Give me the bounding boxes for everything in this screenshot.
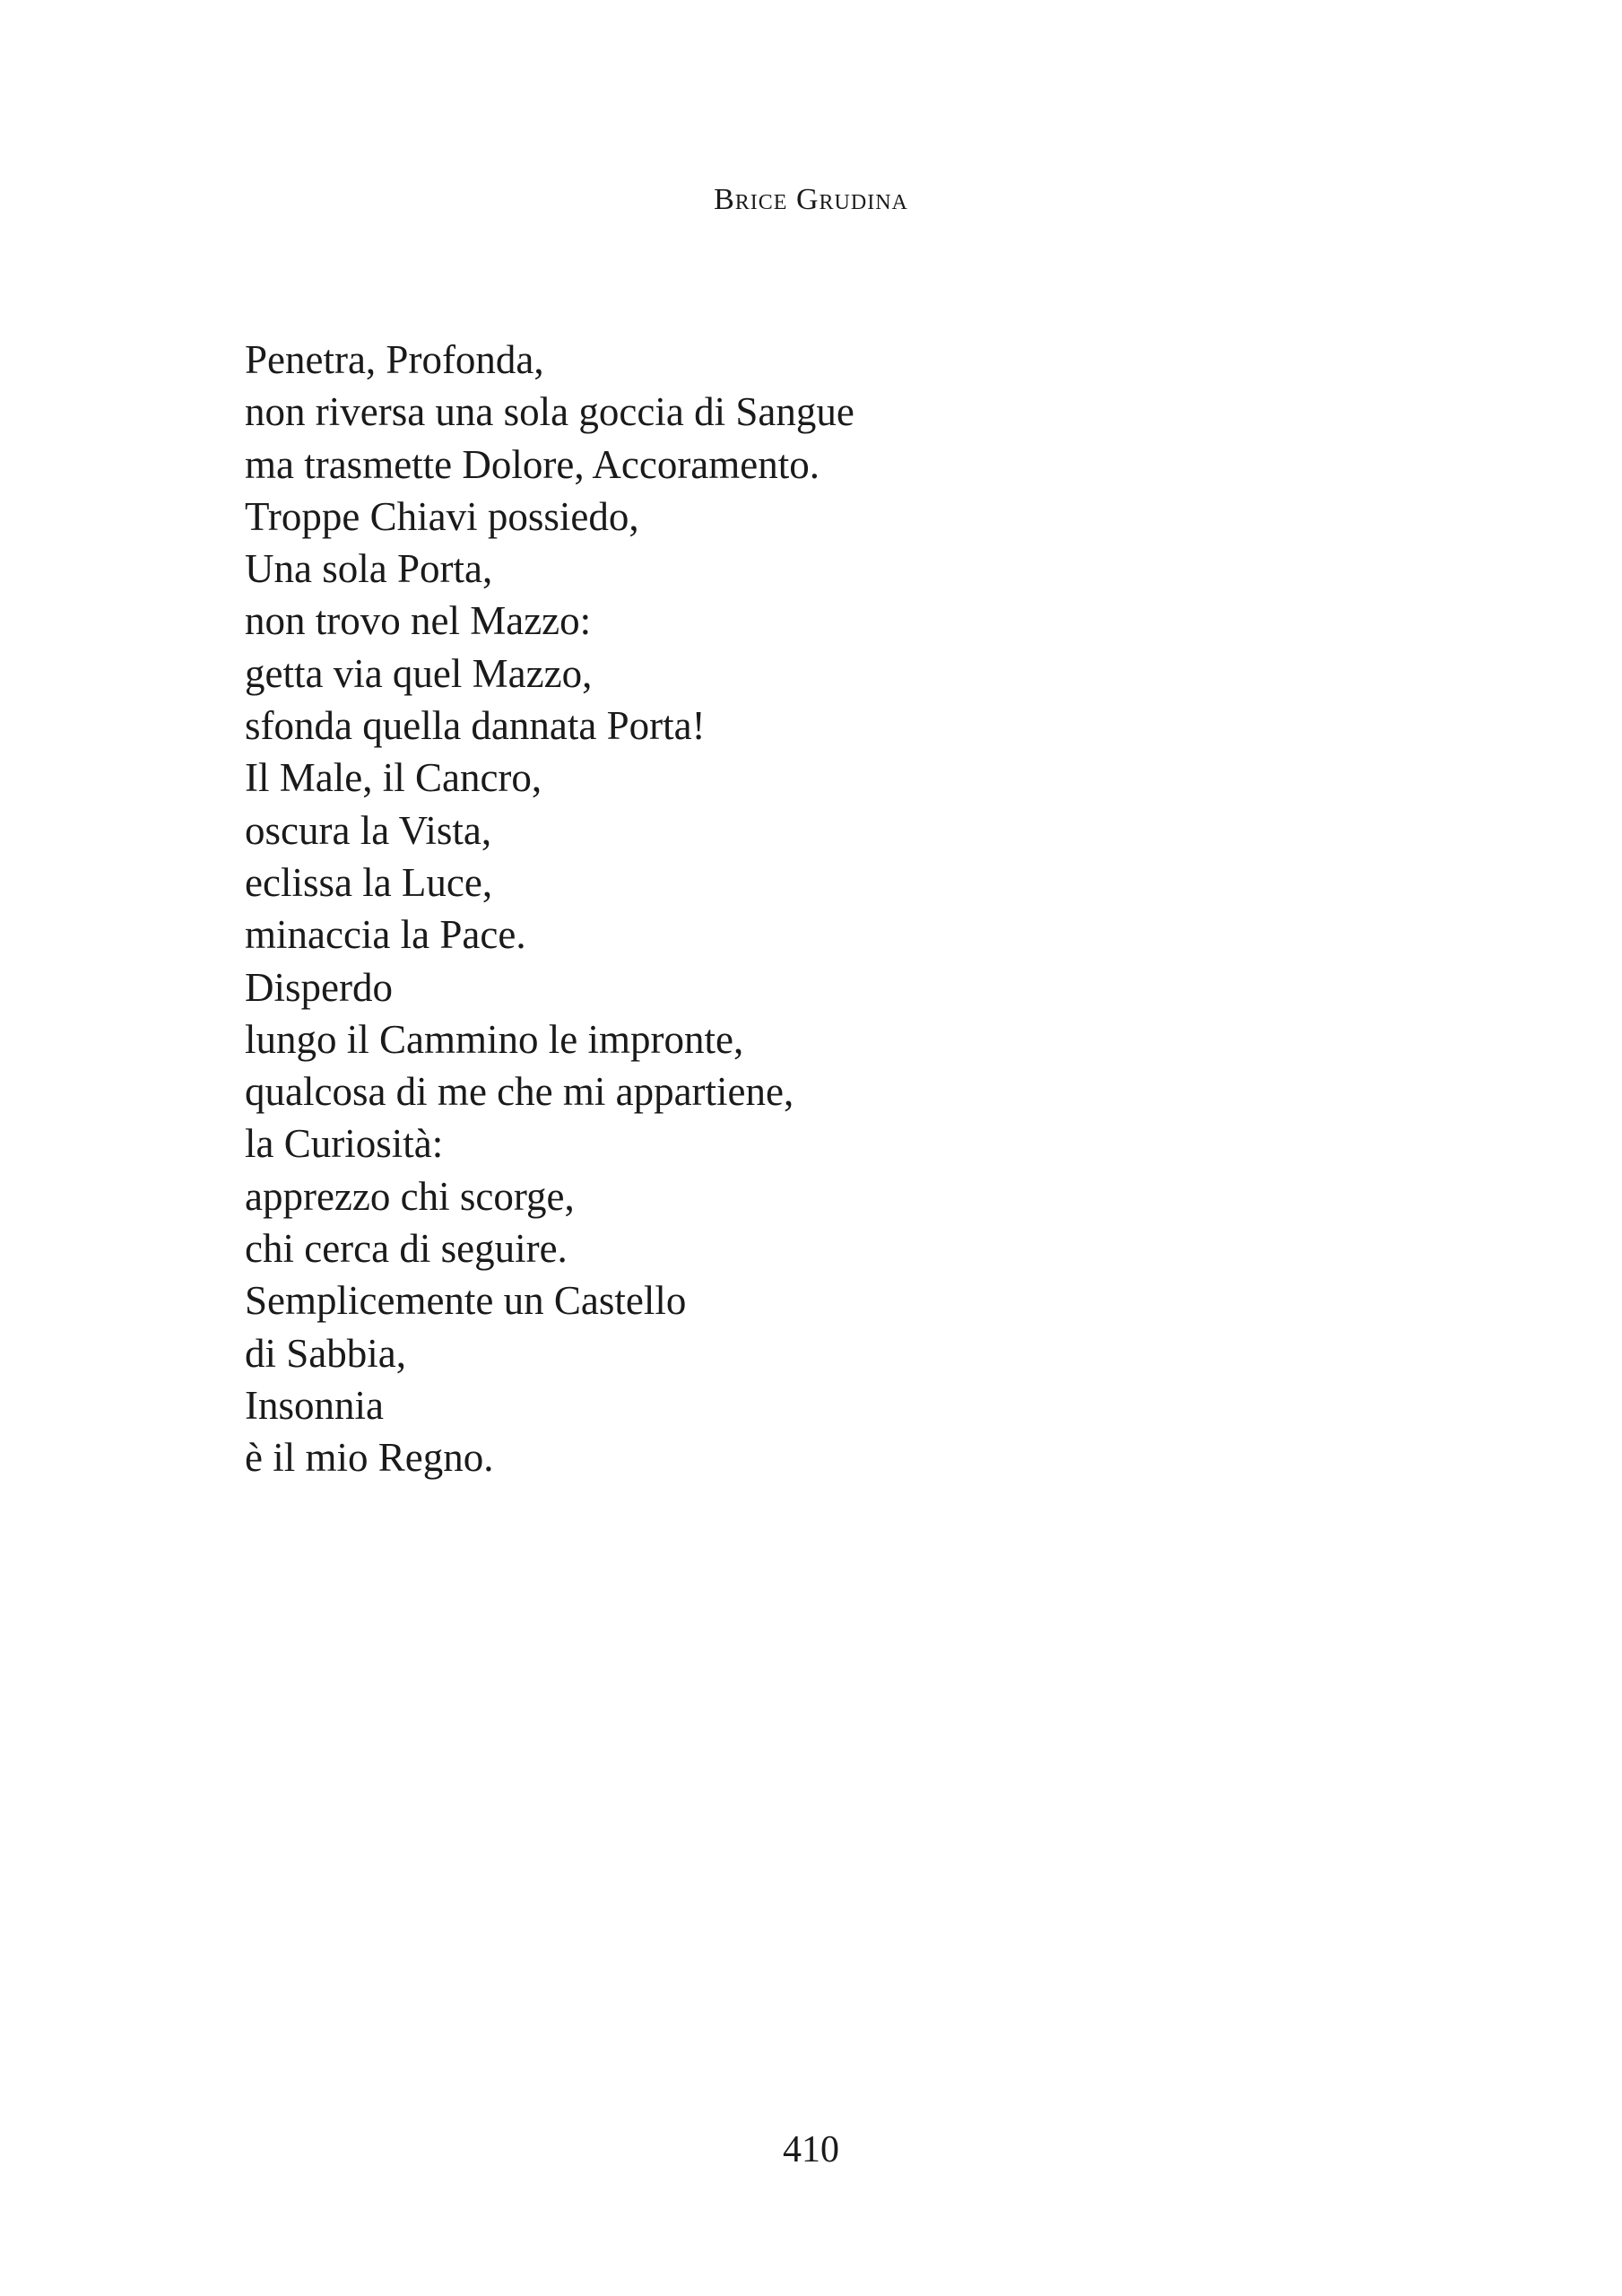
poem-line: getta via quel Mazzo, xyxy=(245,650,593,696)
poem-line: Il Male, il Cancro, xyxy=(245,755,542,801)
poem-line: chi cerca di seguire. xyxy=(245,1226,568,1272)
poem-line: lungo il Cammino le impronte, xyxy=(245,1016,744,1062)
poem-line: Penetra, Profonda, xyxy=(245,337,544,382)
poem-line: è il mio Regno. xyxy=(245,1435,494,1481)
poem-line: la Curiosità: xyxy=(245,1121,444,1167)
poem-line: Una sola Porta, xyxy=(245,546,493,592)
poem-line: di Sabbia, xyxy=(245,1330,406,1376)
poem-line: non trovo nel Mazzo: xyxy=(245,598,592,644)
poem-line: Disperdo xyxy=(245,964,393,1010)
poem-line: oscura la Vista, xyxy=(245,807,492,853)
poem-line: Semplicemente un Castello xyxy=(245,1278,687,1324)
poem-line: Insonnia xyxy=(245,1382,384,1428)
poem-line: apprezzo chi scorge, xyxy=(245,1173,575,1219)
poem-body xyxy=(245,334,1410,1484)
poem-line: Troppe Chiavi possiedo, xyxy=(245,493,639,539)
poem-line: qualcosa di me che mi appartiene, xyxy=(245,1069,794,1115)
poem-line: non riversa una sola goccia di Sangue xyxy=(245,389,854,435)
poem-line: minaccia la Pace. xyxy=(245,912,526,958)
poem-line: sfonda quella dannata Porta! xyxy=(245,703,706,749)
running-head-author: Brice Grudina xyxy=(714,183,908,216)
page-number: 410 xyxy=(783,2129,839,2170)
poem-line: ma trasmette Dolore, Accoramento. xyxy=(245,441,820,487)
poem-line: eclissa la Luce, xyxy=(245,859,493,905)
